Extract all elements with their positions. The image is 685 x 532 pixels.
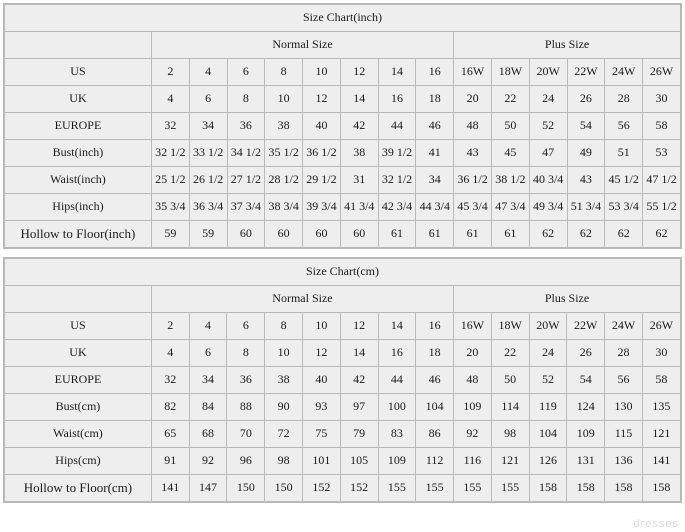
table-row: [5, 367, 681, 394]
size-chart-cm: [3, 257, 682, 503]
cell: 150: [227, 475, 265, 502]
cell: 155: [416, 475, 454, 502]
cell: 48: [454, 367, 492, 394]
cell: 84: [189, 394, 227, 421]
cell: 96: [227, 448, 265, 475]
cell: 114: [491, 394, 529, 421]
cell: 22: [491, 86, 529, 113]
cell: 24W: [605, 313, 643, 340]
cell: 20: [454, 86, 492, 113]
cell: 26: [567, 340, 605, 367]
cell: 25 1/2: [151, 167, 189, 194]
cell: 16W: [454, 313, 492, 340]
cell: 12: [303, 86, 341, 113]
cell: 124: [567, 394, 605, 421]
cell: 54: [567, 367, 605, 394]
cell: 158: [605, 475, 643, 502]
cell: 56: [605, 367, 643, 394]
table-row: [5, 340, 681, 367]
cell: 29 1/2: [303, 167, 341, 194]
cell: 43: [454, 140, 492, 167]
cell: 58: [643, 113, 681, 140]
cell: 155: [454, 475, 492, 502]
cell: 42: [340, 367, 378, 394]
cell: 26 1/2: [189, 167, 227, 194]
size-table-inch: [4, 4, 681, 248]
cell: 121: [642, 421, 680, 448]
cell: 130: [605, 394, 643, 421]
cell: 109: [378, 448, 416, 475]
cell: 10: [303, 59, 341, 86]
cell: 104: [416, 394, 454, 421]
cell: 56: [605, 113, 643, 140]
row-label: Hollow to Floor(cm): [5, 475, 152, 502]
cell: 34: [189, 367, 227, 394]
group-plus-size: Plus Size: [454, 286, 681, 313]
cell: 92: [454, 421, 492, 448]
cell: 4: [151, 340, 189, 367]
cell: 70: [227, 421, 265, 448]
chart-title: Size Chart(inch): [5, 5, 681, 32]
cell: 22: [491, 340, 529, 367]
cell: 112: [416, 448, 454, 475]
cell: 14: [340, 86, 378, 113]
cell: 38 1/2: [491, 167, 529, 194]
cell: 44: [378, 367, 416, 394]
cell: 18: [416, 340, 454, 367]
cell: 46: [416, 113, 454, 140]
cell: 32: [151, 367, 189, 394]
table-group-row: [5, 32, 681, 59]
group-empty: [5, 32, 152, 59]
row-label: Bust(cm): [5, 394, 152, 421]
cell: 97: [340, 394, 378, 421]
cell: 39 3/4: [303, 194, 341, 221]
cell: 152: [302, 475, 340, 502]
table-row: [5, 86, 681, 113]
cell: 88: [227, 394, 265, 421]
watermark: dresses: [633, 518, 679, 530]
table-row: [5, 313, 681, 340]
cell: 34: [189, 113, 227, 140]
cell: 41 3/4: [340, 194, 378, 221]
cell: 59: [189, 221, 227, 248]
cell: 47 1/2: [643, 167, 681, 194]
cell: 152: [340, 475, 378, 502]
cell: 155: [491, 475, 529, 502]
cell: 38: [340, 140, 378, 167]
cell: 32 1/2: [378, 167, 416, 194]
cell: 62: [529, 221, 567, 248]
cell: 98: [491, 421, 529, 448]
cell: 34 1/2: [227, 140, 265, 167]
cell: 60: [265, 221, 303, 248]
cell: 28: [605, 340, 643, 367]
cell: 45 1/2: [605, 167, 643, 194]
cell: 47 3/4: [491, 194, 529, 221]
cell: 150: [265, 475, 303, 502]
cell: 45: [491, 140, 529, 167]
table-row: [5, 194, 681, 221]
table-row: [5, 394, 681, 421]
row-label: Hips(inch): [5, 194, 152, 221]
cell: 16: [378, 340, 416, 367]
cell: 36 1/2: [303, 140, 341, 167]
row-label: Waist(inch): [5, 167, 152, 194]
cell: 42: [340, 113, 378, 140]
cell: 14: [378, 59, 416, 86]
table-row: [5, 475, 681, 502]
cell: 12: [302, 340, 340, 367]
cell: 45 3/4: [454, 194, 492, 221]
cell: 62: [605, 221, 643, 248]
cell: 83: [378, 421, 416, 448]
cell: 6: [189, 340, 227, 367]
cell: 126: [529, 448, 567, 475]
row-label: UK: [5, 86, 152, 113]
cell: 119: [529, 394, 567, 421]
table-row: [5, 167, 681, 194]
cell: 136: [605, 448, 643, 475]
cell: 131: [567, 448, 605, 475]
cell: 32: [151, 113, 189, 140]
cell: 14: [378, 313, 416, 340]
cell: 43: [567, 167, 605, 194]
row-label: Waist(cm): [5, 421, 152, 448]
cell: 155: [378, 475, 416, 502]
size-chart-page: [0, 3, 685, 532]
cell: 141: [151, 475, 189, 502]
cell: 51 3/4: [567, 194, 605, 221]
group-plus-size: Plus Size: [454, 32, 681, 59]
cell: 2: [151, 313, 189, 340]
cell: 26: [567, 86, 605, 113]
cell: 86: [416, 421, 454, 448]
cell: 158: [567, 475, 605, 502]
size-chart-inch: [3, 3, 682, 249]
cell: 55 1/2: [643, 194, 681, 221]
cell: 36: [227, 367, 265, 394]
cell: 12: [340, 313, 378, 340]
cell: 60: [227, 221, 265, 248]
cell: 8: [265, 59, 303, 86]
row-label: Hollow to Floor(inch): [5, 221, 152, 248]
table-row: [5, 59, 681, 86]
cell: 18W: [491, 59, 529, 86]
cell: 4: [151, 86, 189, 113]
row-label: EUROPE: [5, 113, 152, 140]
cell: 62: [643, 221, 681, 248]
cell: 38 3/4: [265, 194, 303, 221]
cell: 16: [416, 313, 454, 340]
cell: 20W: [529, 313, 567, 340]
cell: 30: [642, 340, 680, 367]
cell: 6: [227, 59, 265, 86]
cell: 44 3/4: [416, 194, 454, 221]
row-label: EUROPE: [5, 367, 152, 394]
cell: 4: [189, 313, 227, 340]
row-label: Hips(cm): [5, 448, 152, 475]
cell: 52: [529, 113, 567, 140]
cell: 52: [529, 367, 567, 394]
cell: 61: [416, 221, 454, 248]
cell: 10: [265, 86, 303, 113]
cell: 36: [227, 113, 265, 140]
cell: 50: [491, 367, 529, 394]
table-row: [5, 221, 681, 248]
cell: 53 3/4: [605, 194, 643, 221]
cell: 39 1/2: [378, 140, 416, 167]
cell: 48: [454, 113, 492, 140]
cell: 36 1/2: [454, 167, 492, 194]
cell: 20W: [529, 59, 567, 86]
cell: 50: [491, 113, 529, 140]
cell: 24: [529, 86, 567, 113]
cell: 28: [605, 86, 643, 113]
cell: 46: [416, 367, 454, 394]
cell: 91: [151, 448, 189, 475]
cell: 40 3/4: [529, 167, 567, 194]
cell: 158: [529, 475, 567, 502]
cell: 26W: [643, 59, 681, 86]
cell: 49: [567, 140, 605, 167]
cell: 75: [302, 421, 340, 448]
cell: 26W: [642, 313, 680, 340]
cell: 59: [151, 221, 189, 248]
cell: 41: [416, 140, 454, 167]
cell: 31: [340, 167, 378, 194]
cell: 65: [151, 421, 189, 448]
cell: 20: [454, 340, 492, 367]
cell: 4: [189, 59, 227, 86]
cell: 49 3/4: [529, 194, 567, 221]
cell: 36 3/4: [189, 194, 227, 221]
cell: 8: [227, 340, 265, 367]
cell: 6: [227, 313, 265, 340]
table-title-row: [5, 5, 681, 32]
cell: 22W: [567, 313, 605, 340]
cell: 18W: [491, 313, 529, 340]
cell: 121: [491, 448, 529, 475]
cell: 141: [642, 448, 680, 475]
cell: 93: [302, 394, 340, 421]
table-row: [5, 448, 681, 475]
cell: 16: [416, 59, 454, 86]
cell: 10: [302, 313, 340, 340]
cell: 24W: [605, 59, 643, 86]
cell: 101: [302, 448, 340, 475]
cell: 90: [265, 394, 303, 421]
cell: 109: [454, 394, 492, 421]
cell: 54: [567, 113, 605, 140]
cell: 37 3/4: [227, 194, 265, 221]
chart-title: Size Chart(cm): [5, 259, 681, 286]
cell: 16W: [454, 59, 492, 86]
cell: 35 1/2: [265, 140, 303, 167]
cell: 27 1/2: [227, 167, 265, 194]
cell: 22W: [567, 59, 605, 86]
cell: 40: [303, 113, 341, 140]
table-row: [5, 140, 681, 167]
table-row: [5, 421, 681, 448]
cell: 98: [265, 448, 303, 475]
cell: 72: [265, 421, 303, 448]
cell: 147: [189, 475, 227, 502]
row-label: UK: [5, 340, 152, 367]
cell: 61: [491, 221, 529, 248]
cell: 10: [265, 340, 303, 367]
cell: 18: [416, 86, 454, 113]
cell: 40: [302, 367, 340, 394]
cell: 16: [378, 86, 416, 113]
cell: 92: [189, 448, 227, 475]
cell: 53: [643, 140, 681, 167]
cell: 30: [643, 86, 681, 113]
cell: 35 3/4: [151, 194, 189, 221]
table-title-row: [5, 259, 681, 286]
cell: 42 3/4: [378, 194, 416, 221]
cell: 32 1/2: [151, 140, 189, 167]
cell: 60: [303, 221, 341, 248]
cell: 8: [227, 86, 265, 113]
cell: 135: [642, 394, 680, 421]
cell: 28 1/2: [265, 167, 303, 194]
group-normal-size: Normal Size: [151, 32, 453, 59]
size-table-cm: [4, 258, 681, 502]
cell: 51: [605, 140, 643, 167]
cell: 6: [189, 86, 227, 113]
row-label: US: [5, 313, 152, 340]
cell: 115: [605, 421, 643, 448]
cell: 8: [265, 313, 303, 340]
cell: 105: [340, 448, 378, 475]
cell: 33 1/2: [189, 140, 227, 167]
cell: 47: [529, 140, 567, 167]
cell: 58: [642, 367, 680, 394]
cell: 38: [265, 113, 303, 140]
cell: 61: [454, 221, 492, 248]
cell: 116: [454, 448, 492, 475]
table-row: [5, 113, 681, 140]
cell: 34: [416, 167, 454, 194]
cell: 61: [378, 221, 416, 248]
cell: 158: [642, 475, 680, 502]
cell: 38: [265, 367, 303, 394]
cell: 2: [151, 59, 189, 86]
group-normal-size: Normal Size: [151, 286, 453, 313]
cell: 109: [567, 421, 605, 448]
cell: 44: [378, 113, 416, 140]
cell: 24: [529, 340, 567, 367]
table-group-row: [5, 286, 681, 313]
cell: 14: [340, 340, 378, 367]
cell: 12: [340, 59, 378, 86]
cell: 82: [151, 394, 189, 421]
cell: 60: [340, 221, 378, 248]
cell: 79: [340, 421, 378, 448]
cell: 100: [378, 394, 416, 421]
row-label: Bust(inch): [5, 140, 152, 167]
cell: 104: [529, 421, 567, 448]
cell: 68: [189, 421, 227, 448]
row-label: US: [5, 59, 152, 86]
cell: 62: [567, 221, 605, 248]
group-empty: [5, 286, 152, 313]
